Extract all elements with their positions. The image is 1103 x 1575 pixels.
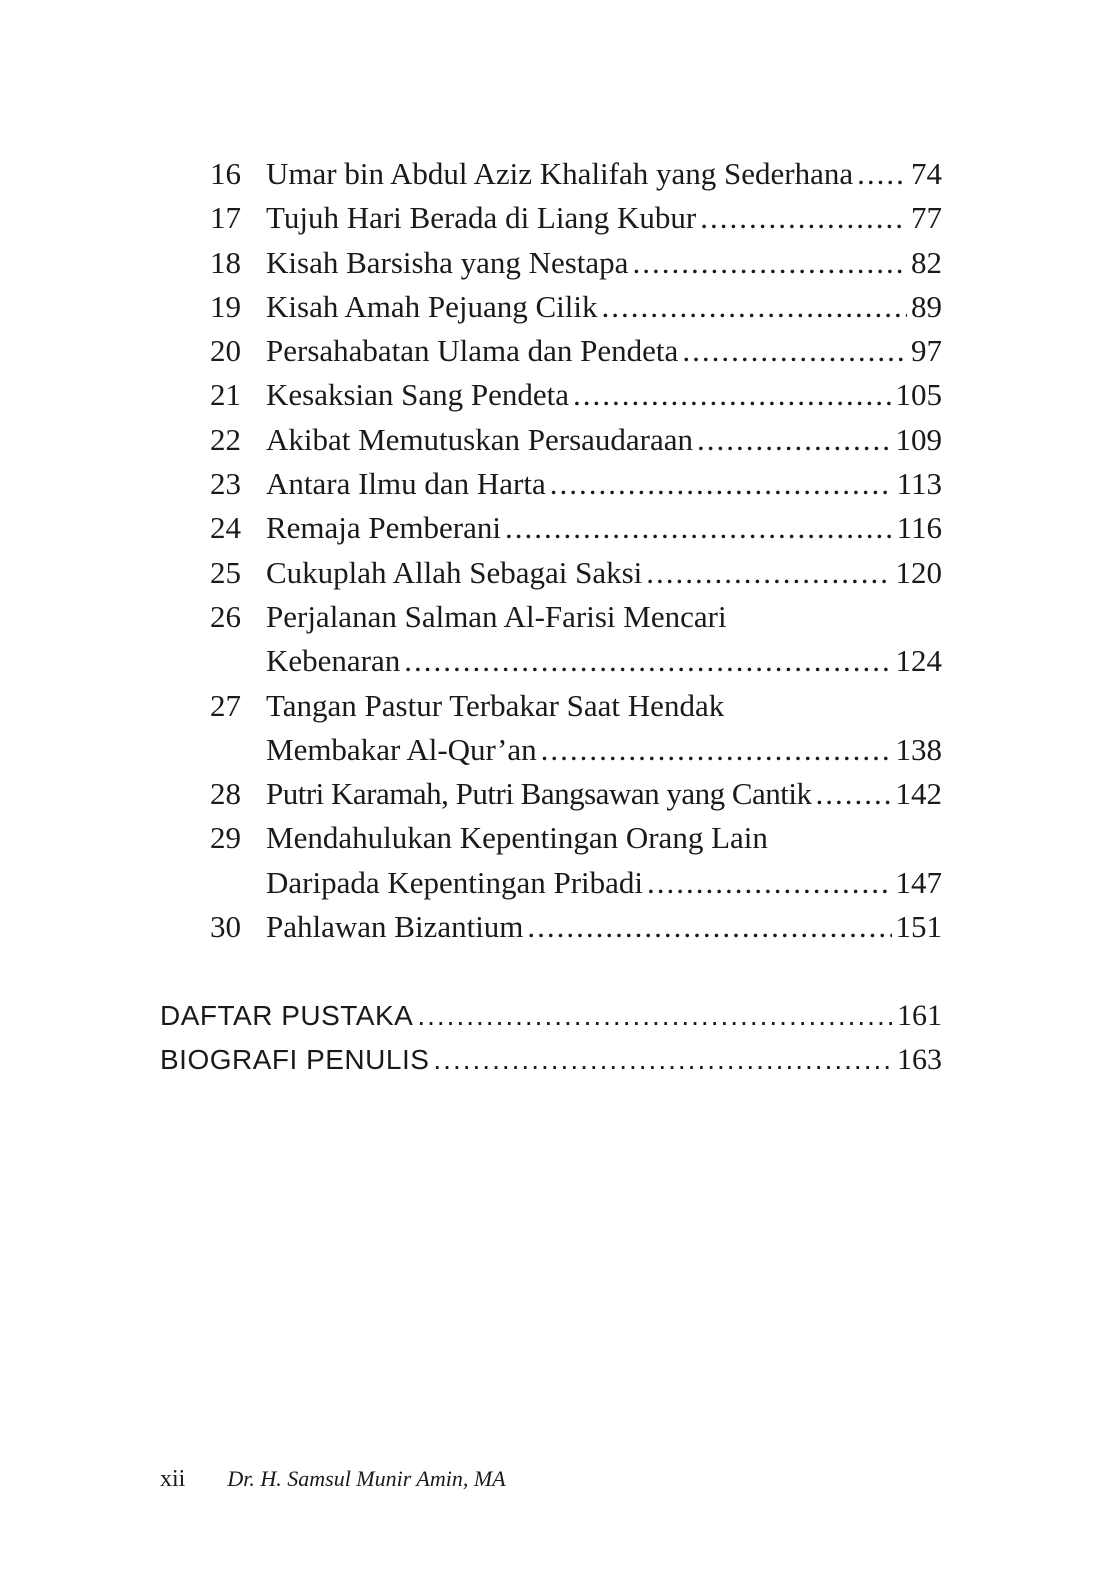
- toc-entry-body: [266, 551, 942, 595]
- toc-entry-body: [266, 241, 942, 285]
- toc-entry: [210, 905, 942, 949]
- toc-line: [266, 373, 942, 417]
- chapter-number: 21: [210, 377, 241, 413]
- chapter-title: Kisah Amah Pejuang Cilik: [266, 288, 598, 324]
- chapter-title: Cukuplah Allah Sebagai Saksi: [266, 554, 643, 590]
- toc-entry-body: [266, 152, 942, 196]
- dot-leader: [682, 329, 907, 373]
- chapter-number: 20: [210, 333, 241, 369]
- toc-entry-body: [266, 329, 942, 373]
- toc-line: [266, 152, 942, 196]
- toc-line: [266, 241, 942, 285]
- chapter-title: Akibat Memutuskan Persaudaraan: [266, 421, 693, 457]
- chapter-title-line-1: Perjalanan Salman Al-Farisi Mencari: [266, 598, 727, 634]
- chapter-number: 18: [210, 244, 241, 280]
- toc-entry: [210, 329, 942, 373]
- dot-leader: [646, 551, 891, 595]
- toc-line: [266, 551, 942, 595]
- toc-entry: [210, 152, 942, 196]
- chapter-title: Antara Ilmu dan Harta: [266, 466, 546, 502]
- toc-line: [266, 684, 942, 728]
- page-number: 147: [895, 864, 942, 900]
- dot-leader: [700, 196, 907, 240]
- page-number: 116: [896, 510, 942, 546]
- toc-line: [266, 506, 942, 550]
- page-number: 142: [895, 776, 942, 812]
- toc-entry: [210, 772, 942, 816]
- chapter-title: Remaja Pemberani: [266, 510, 501, 546]
- toc-entry: [210, 551, 942, 595]
- toc-entry-body: [266, 285, 942, 329]
- chapter-number: 29: [210, 820, 241, 856]
- chapter-title: Tujuh Hari Berada di Liang Kubur: [266, 200, 697, 236]
- page-number: 82: [911, 244, 942, 280]
- toc-entry-body: [266, 418, 942, 462]
- toc-line: [266, 905, 942, 949]
- toc-entry-body: [266, 462, 942, 506]
- page-number: 161: [897, 999, 942, 1032]
- page-number: 113: [896, 466, 942, 502]
- dot-leader: [857, 152, 907, 196]
- toc-line: [266, 861, 942, 905]
- toc-entry: [210, 506, 942, 550]
- page-number: 109: [895, 421, 942, 457]
- page-number: 77: [911, 200, 942, 236]
- chapter-number: 23: [210, 466, 241, 502]
- dot-leader: [550, 462, 893, 506]
- page-number: 138: [895, 731, 942, 767]
- dot-leader: [573, 373, 891, 417]
- toc-entry-body: [266, 595, 942, 684]
- toc-entry-body: [266, 905, 942, 949]
- chapter-title: Putri Karamah, Putri Bangsawan yang Cantik: [266, 776, 812, 812]
- folio-page-number: xii: [160, 1466, 186, 1492]
- chapter-title: Kisah Barsisha yang Nestapa: [266, 244, 629, 280]
- dot-leader: [541, 728, 892, 772]
- toc-entry: [210, 595, 942, 684]
- toc-line: [266, 772, 942, 816]
- dot-leader: [697, 418, 892, 462]
- page-number: 105: [895, 377, 942, 413]
- chapter-title: Kesaksian Sang Pendeta: [266, 377, 570, 413]
- toc-entry: [210, 285, 942, 329]
- dot-leader: [404, 639, 891, 683]
- chapter-number: 25: [210, 554, 241, 590]
- page-footer: [160, 1466, 506, 1493]
- chapter-title-line-2: Membakar Al-Qur’an: [266, 731, 537, 767]
- page-number: 97: [911, 333, 942, 369]
- chapter-title: Umar bin Abdul Aziz Khalifah yang Sederhana: [266, 156, 854, 191]
- toc-entry: [210, 684, 942, 773]
- dot-leader: [602, 285, 907, 329]
- toc-entry-bibliography: [160, 994, 942, 1038]
- dot-leader: [433, 1038, 893, 1082]
- toc-line: [266, 595, 942, 639]
- toc-line: [266, 728, 942, 772]
- toc-line: [266, 816, 942, 860]
- page-number: 74: [911, 156, 942, 191]
- back-matter-list: [160, 994, 942, 1082]
- dot-leader: [647, 861, 891, 905]
- dot-leader: [816, 772, 892, 816]
- table-of-contents: [210, 152, 942, 949]
- chapter-number: 16: [210, 156, 241, 191]
- chapter-title-line-1: Mendahulukan Kepentingan Orang Lain: [266, 820, 768, 856]
- toc-entry-body: [266, 373, 942, 417]
- chapter-title: Persahabatan Ulama dan Pendeta: [266, 333, 679, 369]
- toc-entry: [210, 462, 942, 506]
- page-number: 120: [895, 554, 942, 590]
- toc-line: [266, 285, 942, 329]
- toc-entry-body: [266, 196, 942, 240]
- chapter-number: 24: [210, 510, 241, 546]
- dot-leader: [417, 994, 893, 1038]
- dot-leader: [527, 905, 891, 949]
- toc-line: [266, 329, 942, 373]
- chapter-number: 27: [210, 687, 241, 723]
- page-number: 89: [911, 288, 942, 324]
- chapter-title: Pahlawan Bizantium: [266, 909, 524, 945]
- toc-entry: [210, 373, 942, 417]
- toc-line: [266, 462, 942, 506]
- toc-entry: [210, 241, 942, 285]
- section-title: BIOGRAFI PENULIS: [160, 1044, 430, 1075]
- toc-entry: [210, 816, 942, 905]
- toc-entry-body: [266, 772, 942, 816]
- chapter-number: 28: [210, 776, 241, 812]
- toc-entry-body: [266, 506, 942, 550]
- page-number: 163: [897, 1043, 942, 1076]
- toc-line: [266, 418, 942, 462]
- toc-entry-author-biography: [160, 1038, 942, 1082]
- toc-entry-body: [266, 684, 942, 773]
- running-footer-author: Dr. H. Samsul Munir Amin, MA: [227, 1466, 506, 1491]
- toc-entry-body: [266, 816, 942, 905]
- dot-leader: [505, 506, 893, 550]
- chapter-number: 17: [210, 200, 241, 236]
- chapter-number: 26: [210, 598, 241, 634]
- toc-line: [266, 196, 942, 240]
- chapter-number: 19: [210, 288, 241, 324]
- chapter-title-line-1: Tangan Pastur Terbakar Saat Hendak: [266, 687, 725, 723]
- toc-line: [266, 639, 942, 683]
- page-number: 151: [895, 909, 942, 945]
- chapter-title-line-2: Daripada Kepentingan Pribadi: [266, 864, 644, 900]
- toc-entry: [210, 196, 942, 240]
- toc-entry: [210, 418, 942, 462]
- chapter-title-line-2: Kebenaran: [266, 643, 401, 679]
- chapter-number: 30: [210, 909, 241, 945]
- section-title: DAFTAR PUSTAKA: [160, 1000, 414, 1031]
- dot-leader: [632, 241, 907, 285]
- chapter-number: 22: [210, 421, 241, 457]
- page-number: 124: [895, 643, 942, 679]
